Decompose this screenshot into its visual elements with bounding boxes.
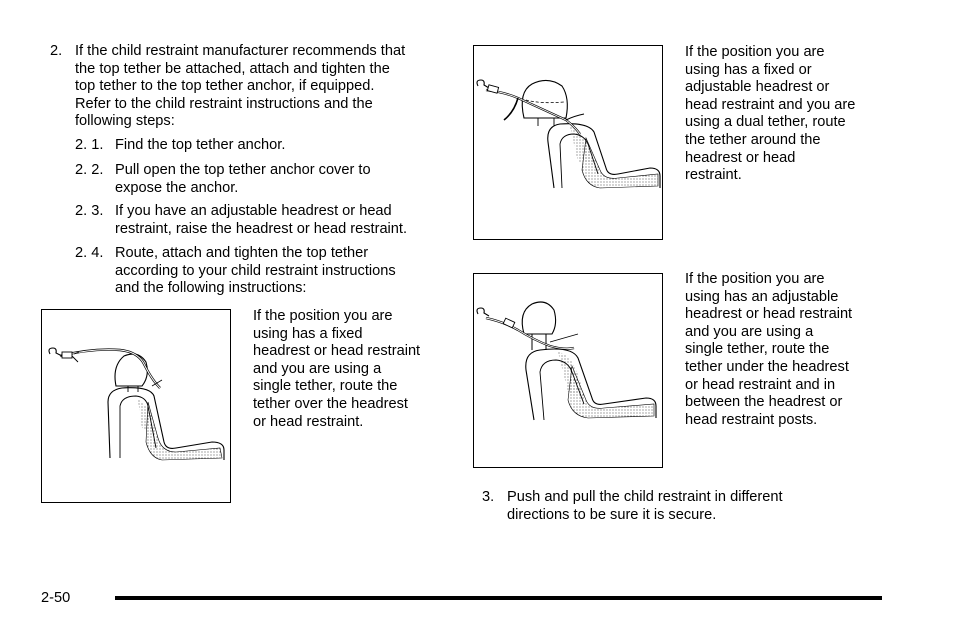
caption-dual-tether: If the position you are using has a fixed or adjustable headrest or head restraint and you are using a dual tether, route the tether around the headrest or head restraint. <box>685 44 856 184</box>
seat-tether-under-illustration <box>474 274 664 469</box>
figure-dual-tether <box>473 45 663 240</box>
step-2-number: 2. <box>50 43 63 59</box>
substep-2-4-text: Route, attach and tighten the top tether according to your child restraint instructions and the following instructions: <box>115 245 396 297</box>
step-3-text: Push and pull the child restraint in different directions to be sure it is secure. <box>507 489 783 523</box>
substep-2-2-number: 2. 2. <box>75 162 104 178</box>
substep-2-1-number: 2. 1. <box>75 137 104 153</box>
step-2-text: If the child restraint manufacturer recommends that the top tether be attached, attach and tighten the top tether to the top tether anchor, if equipped. Refer to the child restraint instructions and the following steps: <box>75 43 406 130</box>
step-3-number: 3. <box>482 489 495 505</box>
figure-fixed-single-tether <box>41 309 231 503</box>
substep-2-2-text: Pull open the top tether anchor cover to expose the anchor. <box>115 162 371 196</box>
substep-2-1-text: Find the top tether anchor. <box>115 137 286 153</box>
substep-2-3-number: 2. 3. <box>75 203 104 219</box>
caption-fixed-single: If the position you are using has a fixed headrest or head restraint and you are using a single tether, route the tether over the headrest or head restraint. <box>253 308 421 430</box>
caption-adjustable-single: If the position you are using has an adjustable headrest or head restraint and you are using a single tether, route the tether under the headrest or head restraint and in between the headrest or head restraint posts. <box>685 271 853 428</box>
seat-dual-tether-illustration <box>474 46 664 241</box>
substep-2-4-number: 2. 4. <box>75 245 104 261</box>
footer-rule <box>115 596 882 600</box>
substep-2-3-text: If you have an adjustable headrest or head restraint, raise the headrest or head restraint. <box>115 203 408 237</box>
page-number: 2-50 <box>41 590 71 606</box>
seat-tether-over-illustration <box>42 310 232 504</box>
figure-adjustable-single-tether <box>473 273 663 468</box>
